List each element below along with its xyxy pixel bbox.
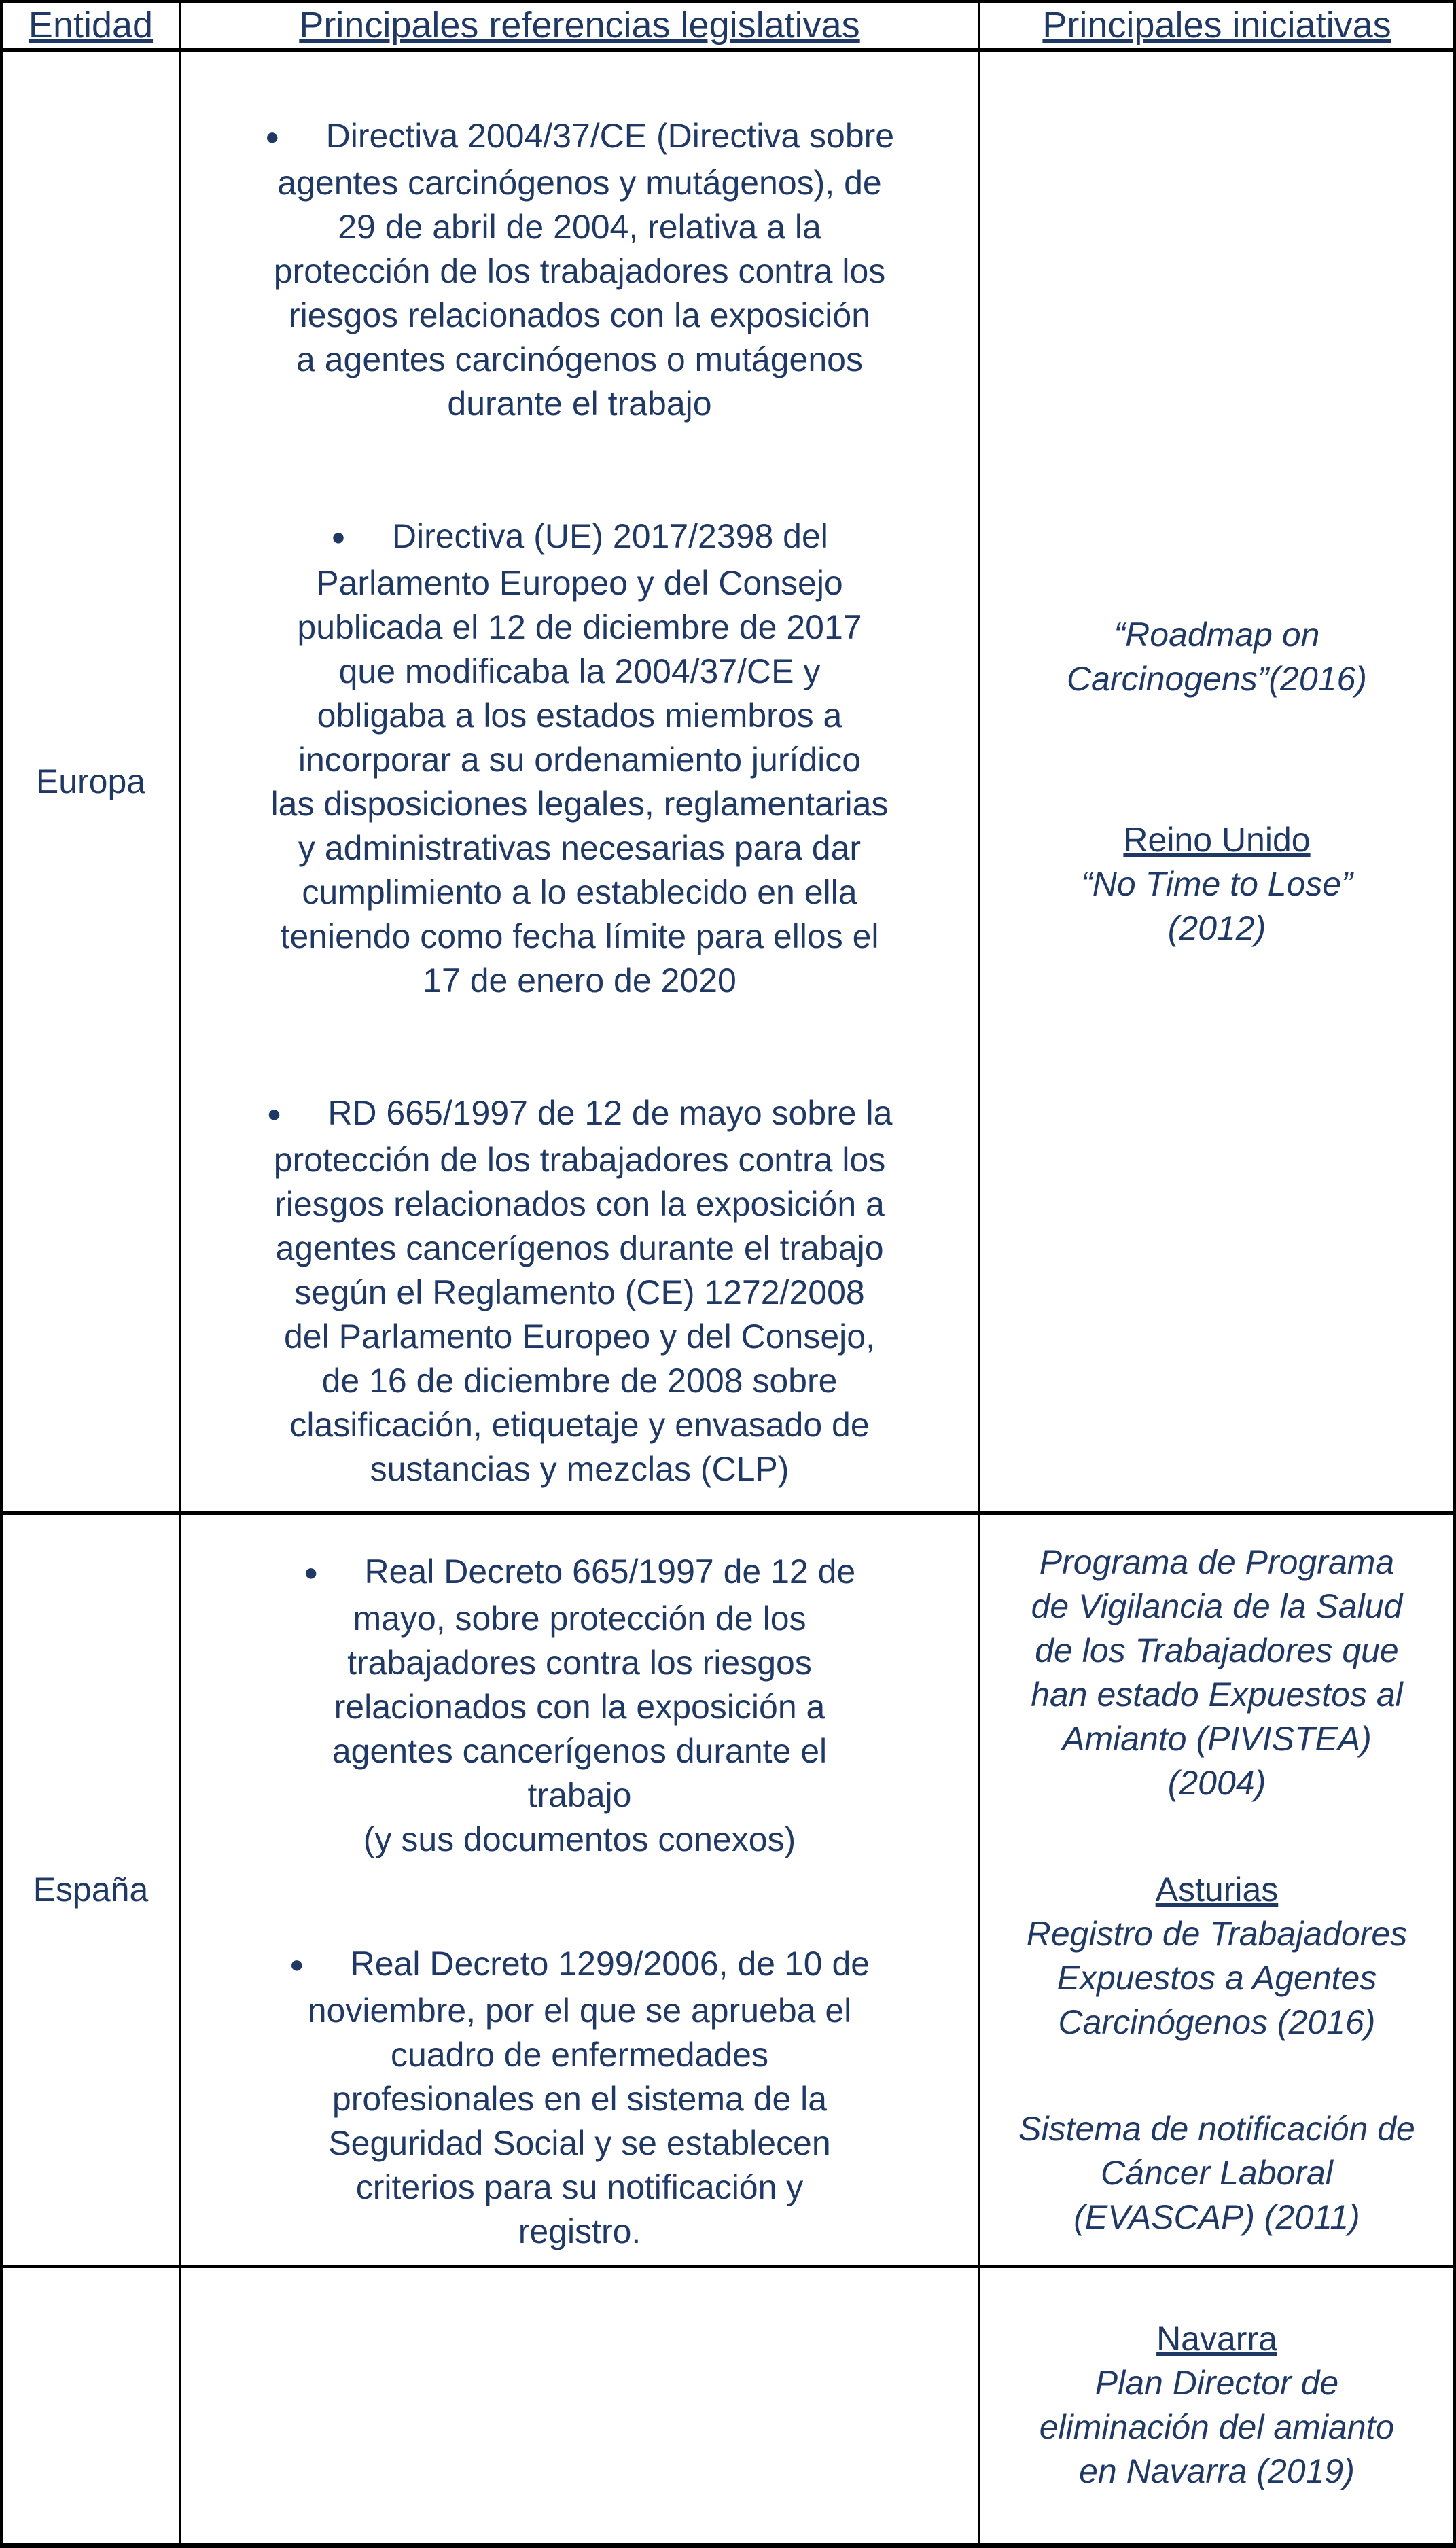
region-heading: Reino Unido (1123, 820, 1311, 859)
text-line: según el Reglamento (CE) 1272/2008 (294, 1273, 865, 1311)
initiatives-cell-navarra (980, 2268, 1453, 2543)
text-line: ● Real Decreto 665/1997 de 12 de (303, 1553, 856, 1591)
initiative-block (1067, 613, 1367, 701)
bullet-icon: ● (264, 122, 280, 150)
entity-cell-empty (3, 2268, 181, 2543)
text-line: durante el trabajo (447, 385, 712, 423)
text-line: criterios para su notificación y (355, 2168, 804, 2206)
text-line: obligaba a los estados miembros a (317, 696, 842, 735)
entity-label: Europa (35, 762, 146, 800)
initiative-line: (EVASCAP) (2011) (1073, 2197, 1360, 2236)
initiative-line: de Vigilancia de la Salud (1031, 1587, 1403, 1625)
initiative-line: Carcinogens”(2016) (1067, 659, 1367, 698)
text-line: cuadro de enfermedades (391, 2036, 768, 2074)
text-line: protección de los trabajadores contra los (273, 1141, 886, 1179)
text-line: registro. (518, 2212, 641, 2250)
header-cell-iniciativas (980, 3, 1453, 52)
initiative-line: Programa de Programa (1039, 1542, 1395, 1581)
header-label-referencias: Principales referencias legislativas (299, 5, 860, 46)
text-line: noviembre, por el que se aprueba el (307, 1992, 852, 2030)
text-line: sustancias y mezclas (CLP) (370, 1450, 789, 1488)
initiative-block (1018, 2107, 1415, 2240)
bullet-paragraph (194, 1091, 965, 1491)
text-line: agentes cancerígenos durante el trabajo (275, 1229, 884, 1267)
initiatives-cell-europa (980, 52, 1453, 1515)
text-line: ● Directiva (UE) 2017/2398 del (331, 517, 828, 555)
initiative-line: Sistema de notificación de (1018, 2109, 1415, 2148)
header-label-iniciativas: Principales iniciativas (1042, 5, 1391, 46)
text-line: cumplimiento a lo establecido en ella (302, 873, 857, 911)
entity-label: España (33, 1871, 149, 1909)
bullet-icon: ● (303, 1558, 319, 1586)
text-line: clasificación, etiquetaje y envasado de (289, 1406, 870, 1444)
region-heading: Asturias (1155, 1870, 1279, 1909)
initiative-line: Carcinógenos (2016) (1058, 2002, 1376, 2041)
text-line: incorporar a su ordenamiento jurídico (298, 741, 862, 779)
initiative-line: eliminación del amianto (1039, 2408, 1395, 2446)
text-line: agentes cancerígenos durante el (332, 1732, 828, 1770)
text-line: Seguridad Social y se establecen (328, 2124, 831, 2162)
region-heading: Navarra (1156, 2320, 1277, 2358)
references-cell-europa (181, 52, 980, 1515)
text-line: relacionados con la exposición a (334, 1688, 825, 1726)
text-line: agentes carcinógenos y mutágenos), de (277, 164, 882, 202)
initiative-line: Registro de Trabajadores (1026, 1914, 1408, 1953)
references-cell-espana (181, 1515, 980, 2268)
text-line: las disposiciones legales, reglamentarias (270, 785, 889, 823)
entity-cell-espana (3, 1515, 181, 2268)
initiative-line: Amianto (PIVISTEA) (1062, 1719, 1372, 1758)
bullet-icon: ● (266, 1099, 282, 1127)
initiative-block (1040, 2317, 1395, 2494)
text-line: protección de los trabajadores contra los (273, 252, 886, 290)
text-line: publicada el 12 de diciembre de 2017 (297, 608, 862, 646)
text-line: trabajo (527, 1776, 632, 1814)
text-line: mayo, sobre protección de los (353, 1599, 806, 1638)
text-line: 17 de enero de 2020 (423, 961, 736, 999)
initiative-line: (2012) (1167, 908, 1266, 947)
initiative-line: Plan Director de (1095, 2364, 1339, 2402)
text-line: ● RD 665/1997 de 12 de mayo sobre la (266, 1094, 893, 1132)
text-line: Parlamento Europeo y del Consejo (316, 564, 843, 602)
bullet-paragraph (194, 1942, 965, 2254)
header-cell-referencias (181, 3, 980, 52)
initiative-block (1031, 1540, 1403, 1805)
initiative-line: (2004) (1167, 1763, 1266, 1802)
initiative-block (1027, 1868, 1407, 2045)
text-line: ● Real Decreto 1299/2006, de 10 de (289, 1945, 870, 1983)
text-line: profesionales en el sistema de la (332, 2080, 828, 2118)
text-line: teniendo como fecha límite para ellos el (280, 917, 879, 955)
bullet-icon: ● (289, 1950, 304, 1978)
text-line: 29 de abril de 2004, relativa a la (338, 208, 821, 246)
bullet-paragraph (194, 114, 965, 426)
text-line: trabajadores contra los riesgos (347, 1644, 812, 1682)
text-line: del Parlamento Europeo y del Consejo, (284, 1317, 875, 1356)
bullet-icon: ● (331, 523, 346, 550)
initiative-line: en Navarra (2019) (1079, 2452, 1355, 2490)
text-line: que modificaba la 2004/37/CE y (338, 652, 821, 690)
references-cell-empty (181, 2268, 980, 2543)
text-line: a agentes carcinógenos o mutágenos (296, 340, 863, 378)
text-line: (y sus documentos conexos) (363, 1820, 796, 1858)
initiative-line: han estado Expuestos al (1031, 1675, 1403, 1714)
bullet-paragraph (194, 1550, 965, 1862)
text-line: riesgos relacionados con la exposición (288, 296, 871, 334)
text-line: de 16 de diciembre de 2008 sobre (321, 1362, 838, 1400)
text-line: riesgos relacionados con la exposición a (274, 1185, 885, 1223)
entity-cell-europa (3, 52, 181, 1515)
header-cell-entidad (3, 3, 181, 52)
initiative-line: de los Trabajadores que (1035, 1631, 1399, 1669)
text-line: ● Directiva 2004/37/CE (Directiva sobre (264, 117, 895, 155)
initiative-block (1081, 818, 1353, 951)
text-line: y administrativas necesarias para dar (298, 829, 862, 867)
initiative-line: “No Time to Lose” (1081, 864, 1353, 903)
bullet-paragraph (194, 514, 965, 1003)
initiatives-cell-espana (980, 1515, 1453, 2268)
initiative-line: Cáncer Laboral (1101, 2153, 1333, 2192)
initiative-line: Expuestos a Agentes (1057, 1958, 1377, 1997)
header-label-entidad: Entidad (28, 5, 154, 46)
initiative-line: “Roadmap on (1114, 615, 1320, 654)
